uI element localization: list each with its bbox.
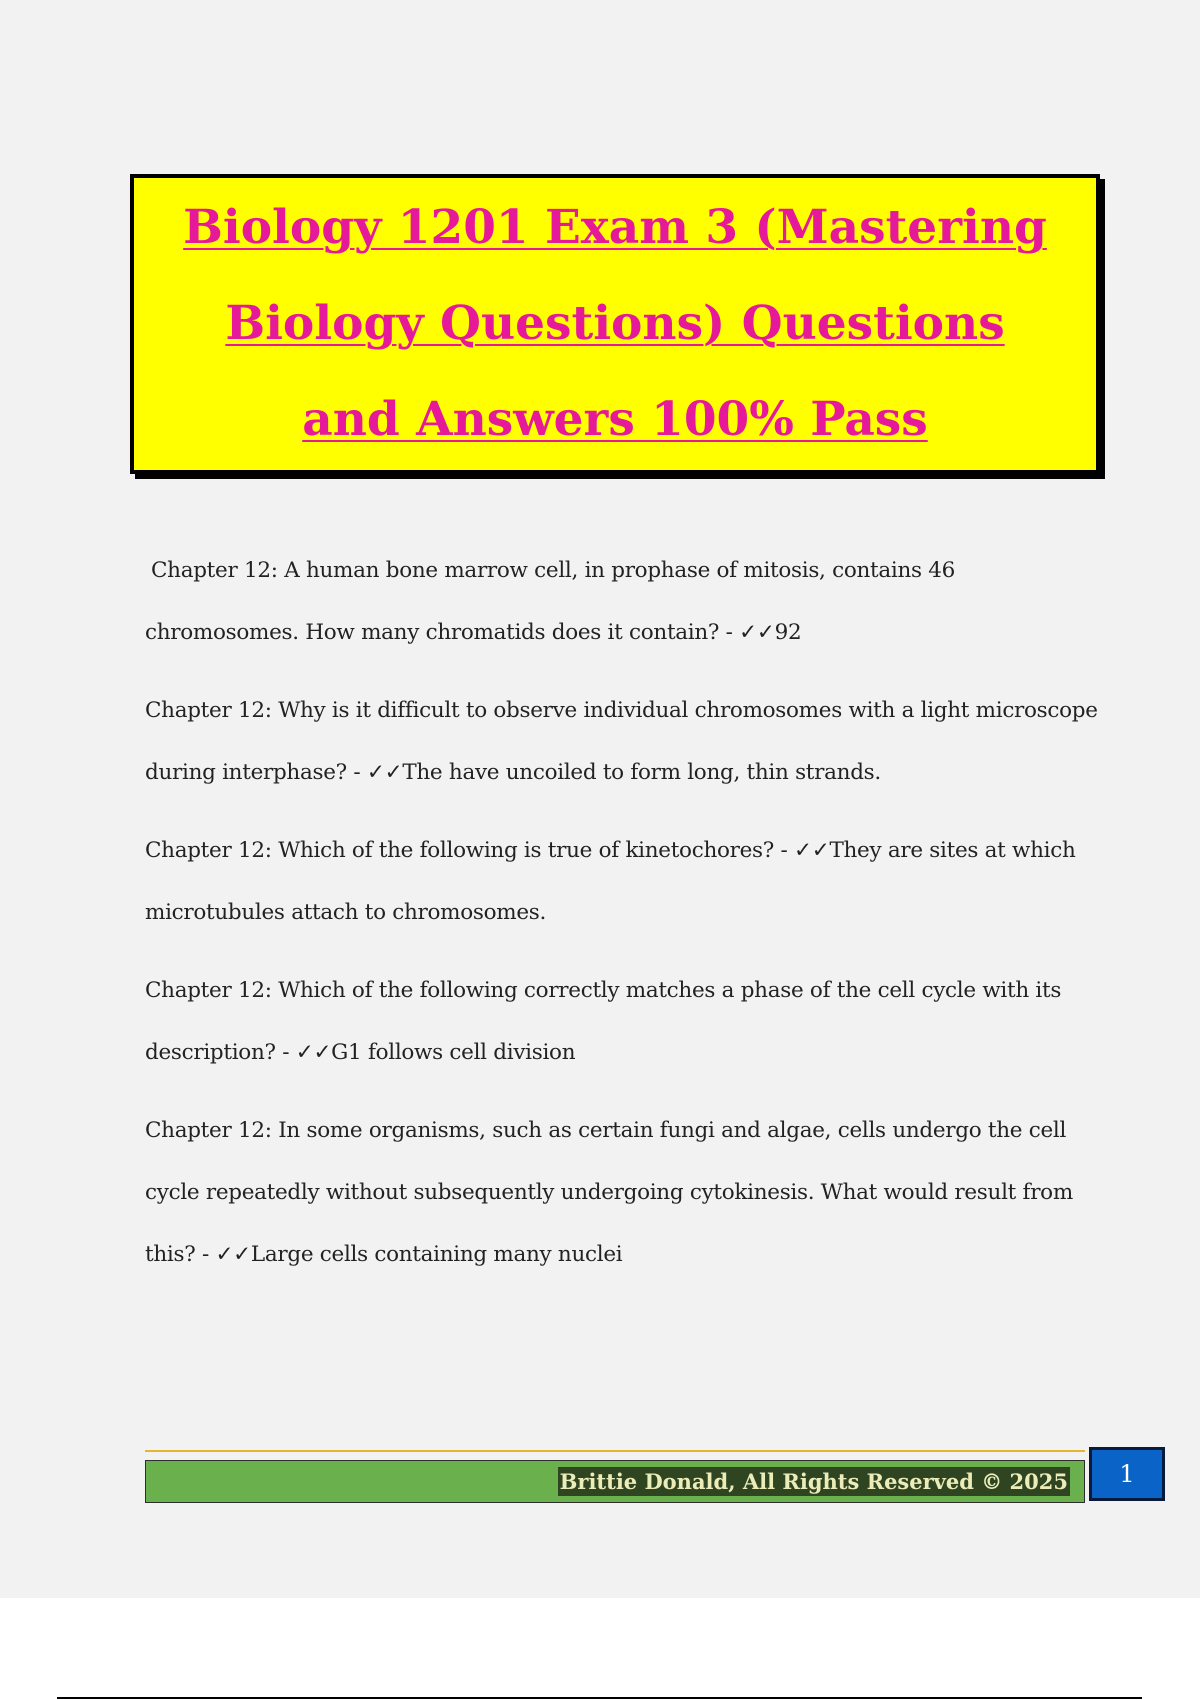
page-number-badge: 1 (1089, 1447, 1165, 1501)
page-separator (57, 1697, 1142, 1699)
qa-list (145, 540, 1100, 1302)
qa-item: Chapter 12: In some organisms, such as certain fungi and algae, cells undergo the cell cycle repeatedly without subsequently undergoing cytokinesis. What would result from this? - ✓✓Large cells containing many nuclei (145, 1118, 1073, 1267)
footer-divider (145, 1450, 1085, 1452)
footer-bar (145, 1460, 1085, 1503)
qa-item: Chapter 12: Which of the following correctly matches a phase of the cell cycle with its description? - ✓✓G1 follows cell division (145, 978, 1062, 1065)
qa-item: Chapter 12: A human bone marrow cell, in prophase of mitosis, contains 46 chromosomes. How many chromatids does it contain? - ✓✓92 (145, 558, 956, 645)
qa-item: Chapter 12: Why is it difficult to observe individual chromosomes with a light microscope during interphase? - ✓✓The have uncoiled to form long, thin strands. (145, 698, 1098, 785)
title-banner (130, 174, 1100, 474)
qa-item: Chapter 12: Which of the following is true of kinetochores? - ✓✓They are sites at which microtubules attach to chromosomes. (145, 838, 1076, 925)
document-title: Biology 1201 Exam 3 (Mastering Biology Questions) Questions and Answers 100% Pass (183, 200, 1047, 447)
copyright-text: Brittie Donald, All Rights Reserved © 2025 (559, 1469, 1068, 1494)
